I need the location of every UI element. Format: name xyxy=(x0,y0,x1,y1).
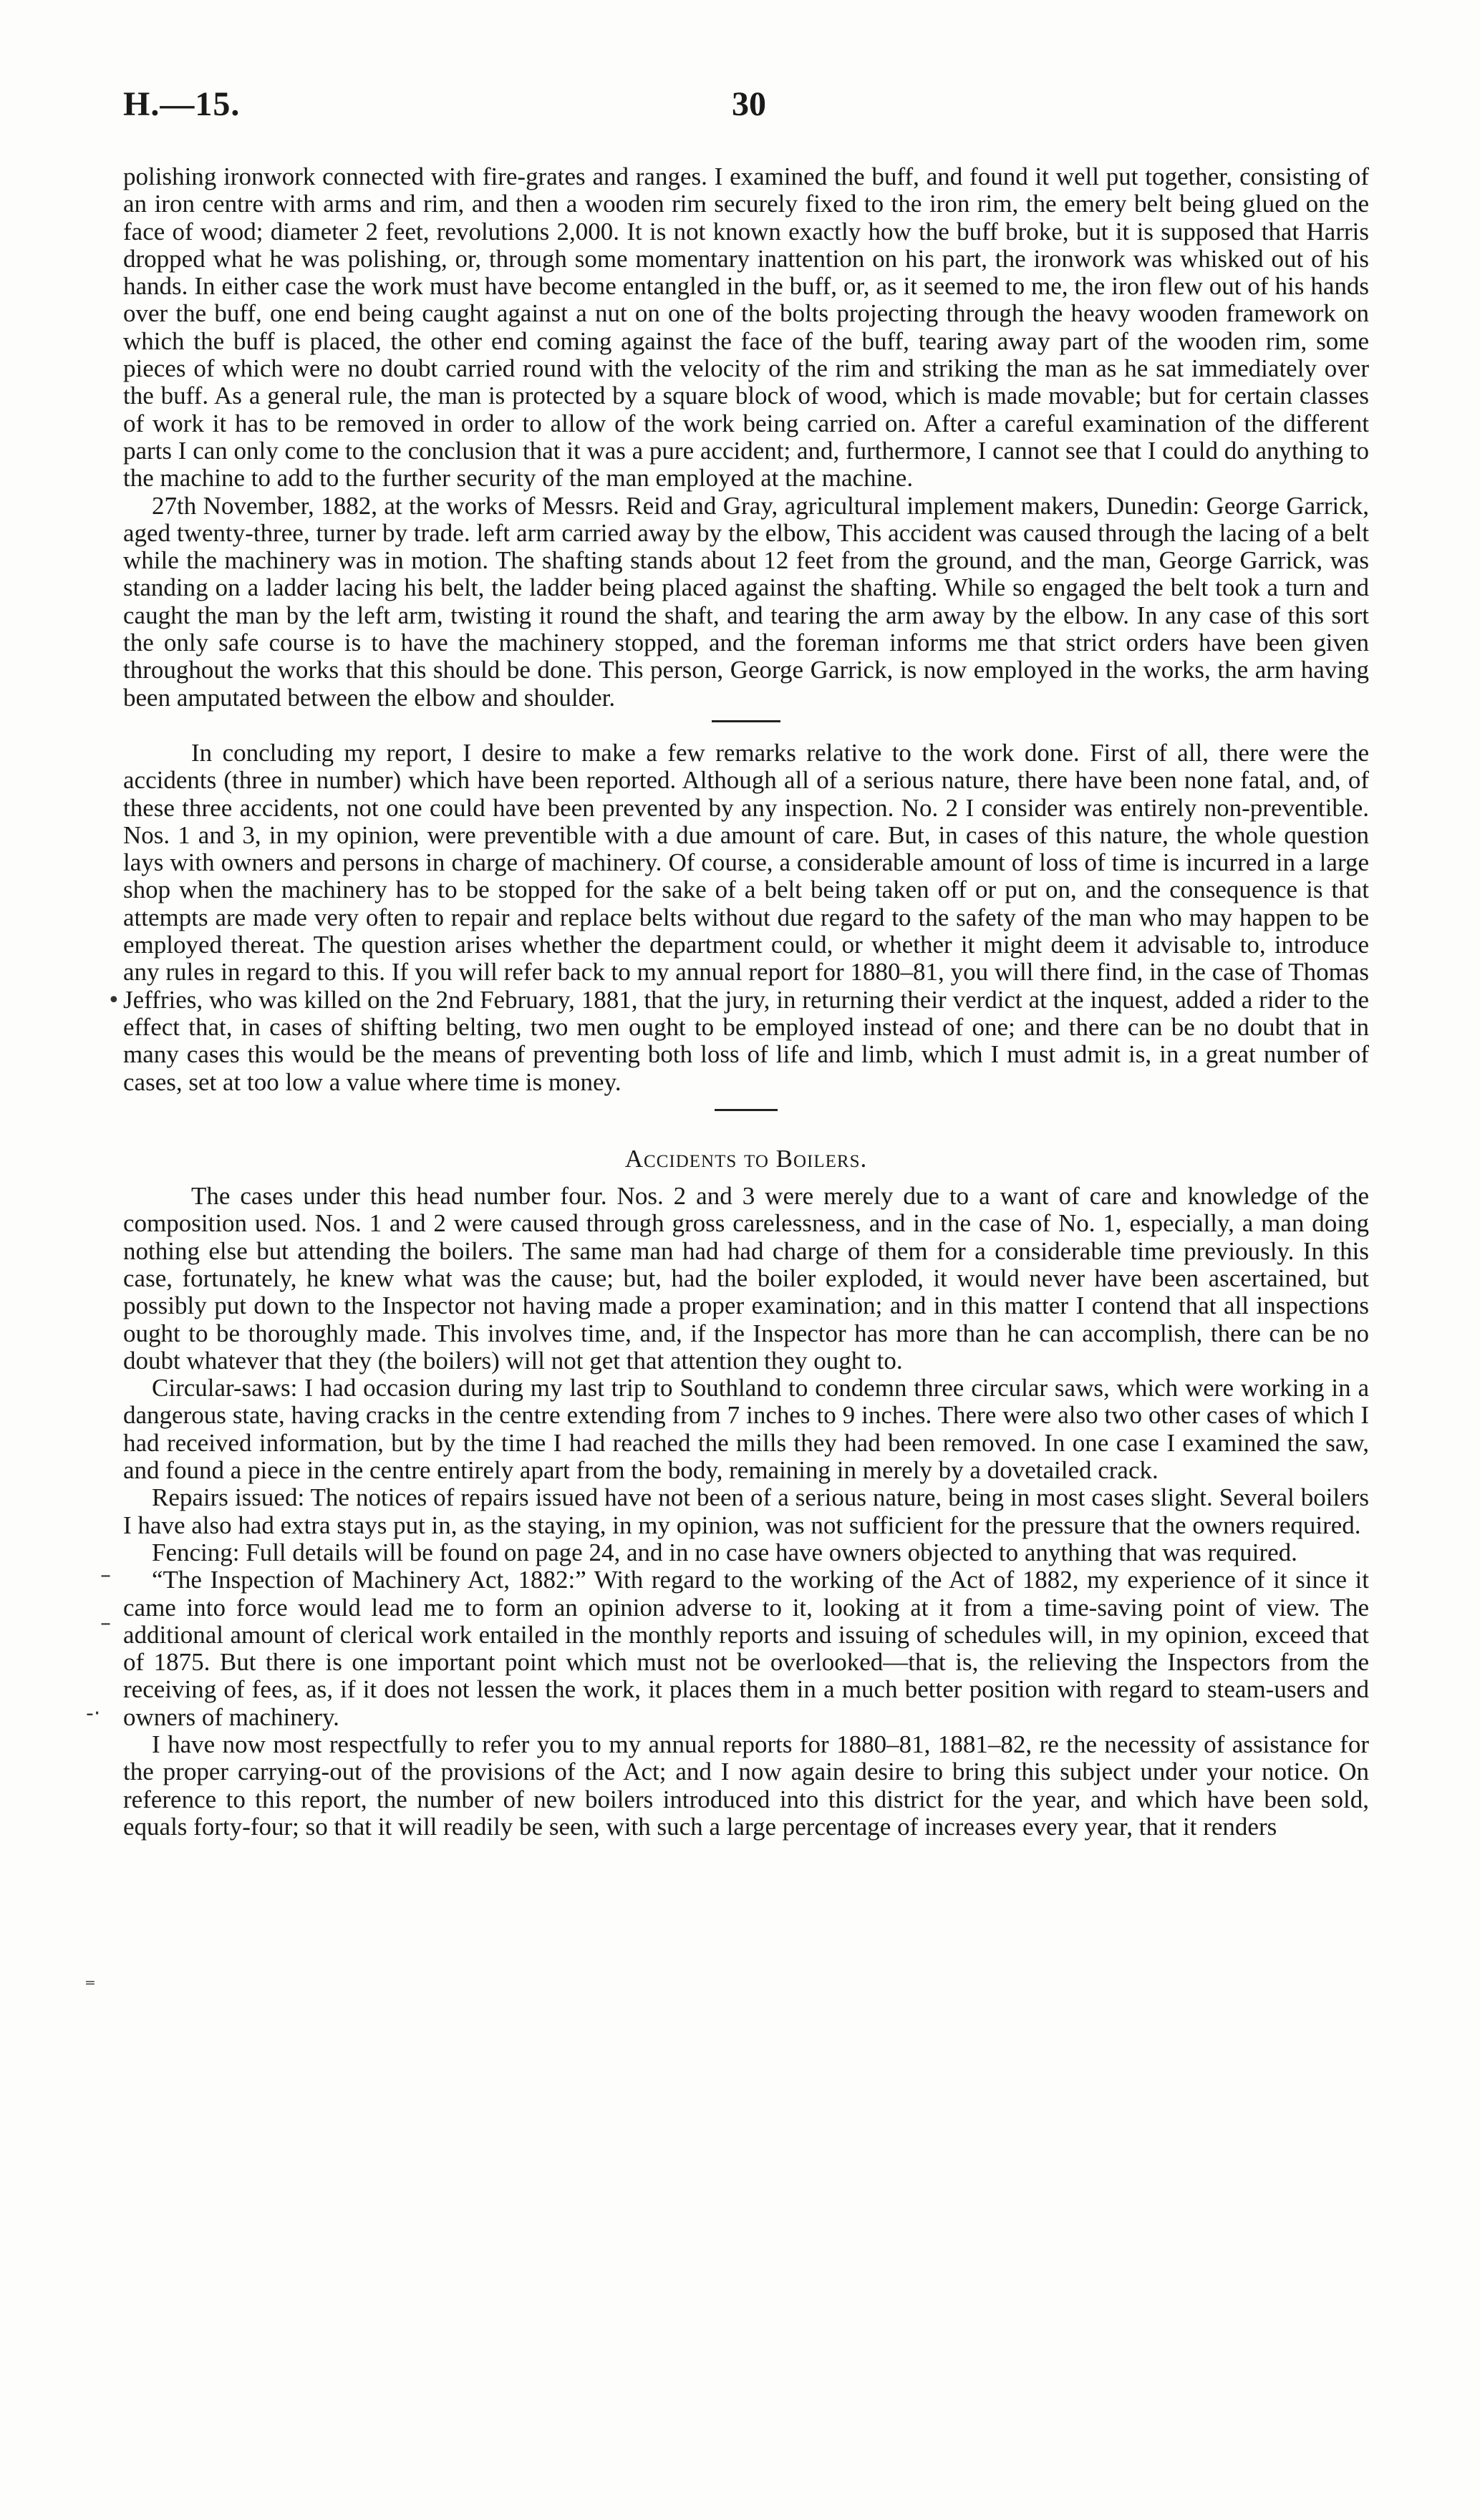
body-paragraph: polishing ironwork connected with fire-grates and ranges. I examined the buff, and found it well put together, consisting of an iron centre with arms and rim, and then a wooden rim securely fixed to the iron rim, the emery belt being glued on the face of wood; diameter 2 feet, revolutions 2,000. It is not known exactly how the buff broke, but it is supposed that Harris dropped what he was polishing, or, through some momentary inattention on his part, the ironwork was whisked out of his hands. In either case the work must have become entangled in the buff, or, as it seemed to me, the iron flew out of his hands over the buff, one end being caught against a nut on one of the bolts projecting through the heavy wooden framework on which the buff is placed, the other end coming against the face of the buff, tearing away part of the wooden rim, some pieces of which were no doubt carried round with the velocity of the rim and striking the man as he sat immediately over the buff. As a general rule, the man is protected by a square block of wood, which is made movable; but for certain classes of work it has to be removed in order to allow of the work being carried on. After a careful examination of the different parts I can only come to the conclusion that it was a pure accident; and, furthermore, I cannot see that I could do anything to the machine to add to the further security of the man employed at the machine. xyxy=(123,163,1369,493)
body-paragraph: I have now most respectfully to refer you to my annual reports for 1880–81, 1881–82, re the necessity of assistance for the proper carrying-out of the provisions of the Act; and I now again desire to bring this subject under your notice. On reference to this report, the number of new boilers introduced into this district for the year, and which have been sold, equals forty-four; so that it will readily be seen, with such a large percentage of increases every year, that it renders xyxy=(123,1730,1369,1841)
margin-dot-mark: • xyxy=(107,988,120,1013)
body-paragraph: Circular-saws: I had occasion during my last trip to Southland to condemn three circular saws, which were working in a dangerous state, having cracks in the centre extending from 7 inches to 9 inches. There were also two other cases of which I had received information, but by the time I had reached the mills they had been removed. In one case I examined the saw, and found a piece in the centre entirely apart from the body, remaining in merely by a dovetailed crack. xyxy=(123,1374,1369,1485)
body-paragraph: The cases under this head number four. Nos. 2 and 3 were merely due to a want of care and knowledge of the composition used. Nos. 1 and 2 were caused through gross carelessness, and in the case of No. 1, especially, a man doing nothing else but attending the boilers. The same man had had charge of them for a considerable time previously. In this case, fortunately, he knew what was the cause; but, had the boiler exploded, it would never have been ascertained, but possibly put down to the Inspector not having made a proper examination; and in this matter I contend that all inspections ought to be thoroughly made. This involves time, and, if the Inspector has more than he can accomplish, there can be no doubt whatever that they (the boilers) will not get that attention they ought to. xyxy=(123,1182,1369,1375)
page-number: 30 xyxy=(732,85,766,123)
body-paragraph: Repairs issued: The notices of repairs issued have not been of a serious nature, being in most cases slight. Several boilers I have also had extra stays put in, as the staying, in my opinion, was not sufficient for the pressure that the owners required. xyxy=(123,1483,1369,1539)
body-paragraph: “The Inspection of Machinery Act, 1882:” With regard to the working of the Act of 1882, my experience of it since it came into force would lead me to form an opinion adverse to it, looking at it from a time-saving point of view. The additional amount of clerical work entailed in the monthly reports and issuing of schedules will, in my opinion, exceed that of 1875. But there is one important point which must not be overlooked—that is, the relieving the Inspectors from the receiving of fees, as, if it does not lessen the work, it places them in a much better position with regard to steam-users and owners of machinery. xyxy=(123,1566,1369,1731)
section-heading: Accidents to Boilers. xyxy=(624,1144,868,1173)
section-divider xyxy=(712,720,780,722)
body-paragraph: In concluding my report, I desire to make a few remarks relative to the work done. First of all, there were the accidents (three in number) which have been reported. Although all of a serious nature, there have been none fatal, and, of these three accidents, not one could have been prevented by any inspection. No. 2 I consider was entirely non-preventible. Nos. 1 and 3, in my opinion, were preventible with a due amount of care. But, in cases of this nature, the whole question lays with owners and persons in charge of machinery. Of course, a considerable amount of loss of time is incurred in a large shop when the machinery has to be stopped for the sake of a belt being taken off or put on, and the consequence is that attempts are made very often to repair and replace belts without due regard to the safety of the man who may happen to be employed thereat. The question arises whether the department could, or whether it might deem it advisable to, introduce any rules in regard to this. If you will refer back to my annual report for 1880–81, you will there find, in the case of Thomas Jeffries, who was killed on the 2nd February, 1881, that the jury, in returning their verdict at the inquest, added a rider to the effect that, in cases of shifting belting, two men ought to be employed instead of one; and there can be no doubt that in many cases this would be the means of preventing both loss of life and limb, which I must admit is, in a great number of cases, set at too low a value where time is money. xyxy=(123,738,1369,1096)
margin-dash-mark: – xyxy=(100,1611,111,1636)
section-divider xyxy=(715,1109,778,1111)
margin-scribble-mark: ⁼ xyxy=(84,1974,96,2000)
body-paragraph: Fencing: Full details will be found on page 24, and in no case have owners objected to anything that was required. xyxy=(152,1538,1297,1566)
page-body xyxy=(123,163,1369,1841)
document-reference: H.—15. xyxy=(123,85,241,123)
page-header xyxy=(123,84,1369,135)
margin-dash-mark: – xyxy=(100,1563,111,1588)
body-paragraph: 27th November, 1882, at the works of Messrs. Reid and Gray, agricultural implement makers, Dunedin: George Garrick, aged twenty-three, turner by trade. left arm carried away by the elbow, This accident was caused through the lacing of a belt while the machinery was in motion. The shafting stands about 12 feet from the ground, and the man, George Garrick, was standing on a ladder lacing his belt, the ladder being placed against the shafting. While so engaged the belt took a turn and caught the man by the left arm, twisting it round the shaft, and tearing the arm away by the elbow. In any case of this sort the only safe course is to have the machinery stopped, and the foreman informs me that strict orders have been given throughout the works that this should be done. This person, George Garrick, is now employed in the works, the arm having been amputated between the elbow and shoulder. xyxy=(123,491,1369,712)
margin-dash-mark: -· xyxy=(86,1701,101,1726)
